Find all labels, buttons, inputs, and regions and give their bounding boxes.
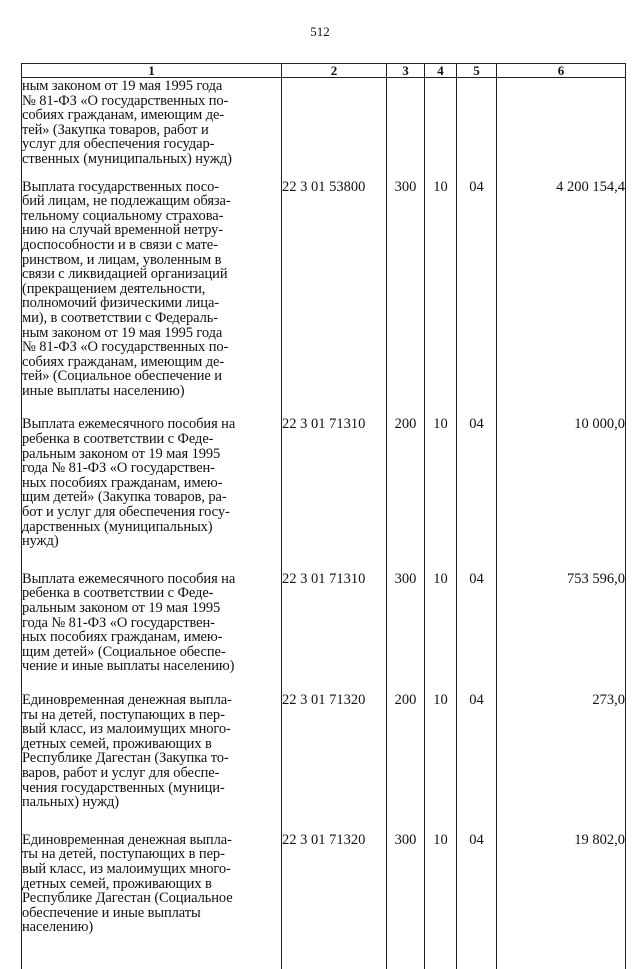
empty-cell — [387, 935, 425, 969]
page-number: 512 — [310, 24, 330, 39]
header-col-2: 2 — [282, 64, 387, 78]
row-description: Единовременная денежная выпла- ты на детей, поступающих в пер- вый класс, из малоимущих много- детных семей, проживающих в Республике Дагестан (Социальное обеспечение и иные выплаты населению) — [22, 810, 282, 935]
empty-cell — [457, 78, 497, 167]
row-col4: 10 — [425, 398, 457, 548]
row-code: 22 3 01 71310 — [282, 398, 387, 548]
row-description: Единовременная денежная выпла- ты на детей, поступающих в пер- вый класс, из малоимущих много- детных семей, проживающих в Республике Дагестан (Закупка то- варов, работ и услуг для обеспе- чения государственных (муници- пальных) нужд) — [22, 674, 282, 810]
row-code: 22 3 01 71310 — [282, 549, 387, 674]
row-code: 22 3 01 71320 — [282, 810, 387, 935]
empty-cell — [282, 935, 387, 969]
table-row — [22, 810, 626, 935]
row-amount: 4 200 154,4 — [497, 167, 626, 399]
header-col-5: 5 — [457, 64, 497, 78]
empty-cell — [457, 935, 497, 969]
table-row-spacer — [22, 935, 626, 969]
header-col-3: 3 — [387, 64, 425, 78]
row-description: Выплата ежемесячного пособия на ребенка в соответствии с Феде- ральным законом от 19 мая 1995 года № 81-ФЗ «О государствен- ных пособиях гражданам, имею- щим детей» (Социальное обеспе- чение и иные выплаты населению) — [22, 549, 282, 674]
header-col-6: 6 — [497, 64, 626, 78]
row-col3: 300 — [387, 549, 425, 674]
row-col4: 10 — [425, 549, 457, 674]
empty-cell — [282, 78, 387, 167]
empty-cell — [497, 78, 626, 167]
row-col3: 300 — [387, 810, 425, 935]
row-code: 22 3 01 53800 — [282, 167, 387, 399]
budget-table — [21, 63, 626, 969]
table-row — [22, 167, 626, 399]
row-col3: 200 — [387, 398, 425, 548]
table-row — [22, 549, 626, 674]
row-amount: 19 802,0 — [497, 810, 626, 935]
row-col4: 10 — [425, 810, 457, 935]
row-amount: 10 000,0 — [497, 398, 626, 548]
row-col4: 10 — [425, 167, 457, 399]
empty-cell — [497, 935, 626, 969]
row-col3: 300 — [387, 167, 425, 399]
table-row — [22, 674, 626, 810]
row-col5: 04 — [457, 810, 497, 935]
empty-cell — [425, 935, 457, 969]
row-col5: 04 — [457, 398, 497, 548]
empty-cell — [22, 935, 282, 969]
row-col3: 200 — [387, 674, 425, 810]
empty-cell — [387, 78, 425, 167]
row-description: Выплата государственных посо- бий лицам, не подлежащим обяза- тельному социальному страхова- нию на случай временной нетру- доспособности и в связи с мате- ринством, и лицам, уволенным в связи с ликвидацией организаций (прекращением деятельности, полномочий физическими лица- ми), в соответствии с Федераль- ным законом от 19 мая 1995 года № 81-ФЗ «О государственных по- собиях гражданам, имеющим де- тей» (Социальное обеспечение и иные выплаты населению) — [22, 167, 282, 399]
row-col5: 04 — [457, 167, 497, 399]
row-col5: 04 — [457, 549, 497, 674]
row-description: ным законом от 19 мая 1995 года № 81-ФЗ «О государственных по- собиях гражданам, имеющим де- тей» (Закупка товаров, работ и услуг для обеспечения государ- ственных (муниципальных) нужд) — [22, 78, 282, 167]
header-col-4: 4 — [425, 64, 457, 78]
row-col5: 04 — [457, 674, 497, 810]
row-code: 22 3 01 71320 — [282, 674, 387, 810]
table-row — [22, 398, 626, 548]
row-col4: 10 — [425, 674, 457, 810]
table-row-continuation — [22, 78, 626, 167]
empty-cell — [425, 78, 457, 167]
header-col-1: 1 — [22, 64, 282, 78]
row-amount: 273,0 — [497, 674, 626, 810]
row-amount: 753 596,0 — [497, 549, 626, 674]
table-header-row — [22, 64, 626, 78]
row-description: Выплата ежемесячного пособия на ребенка в соответствии с Феде- ральным законом от 19 мая 1995 года № 81-ФЗ «О государствен- ных пособиях гражданам, имею- щим детей» (Закупка товаров, ра- бот и услуг для обеспечения госу- дарственных (муниципальных) нужд) — [22, 398, 282, 548]
